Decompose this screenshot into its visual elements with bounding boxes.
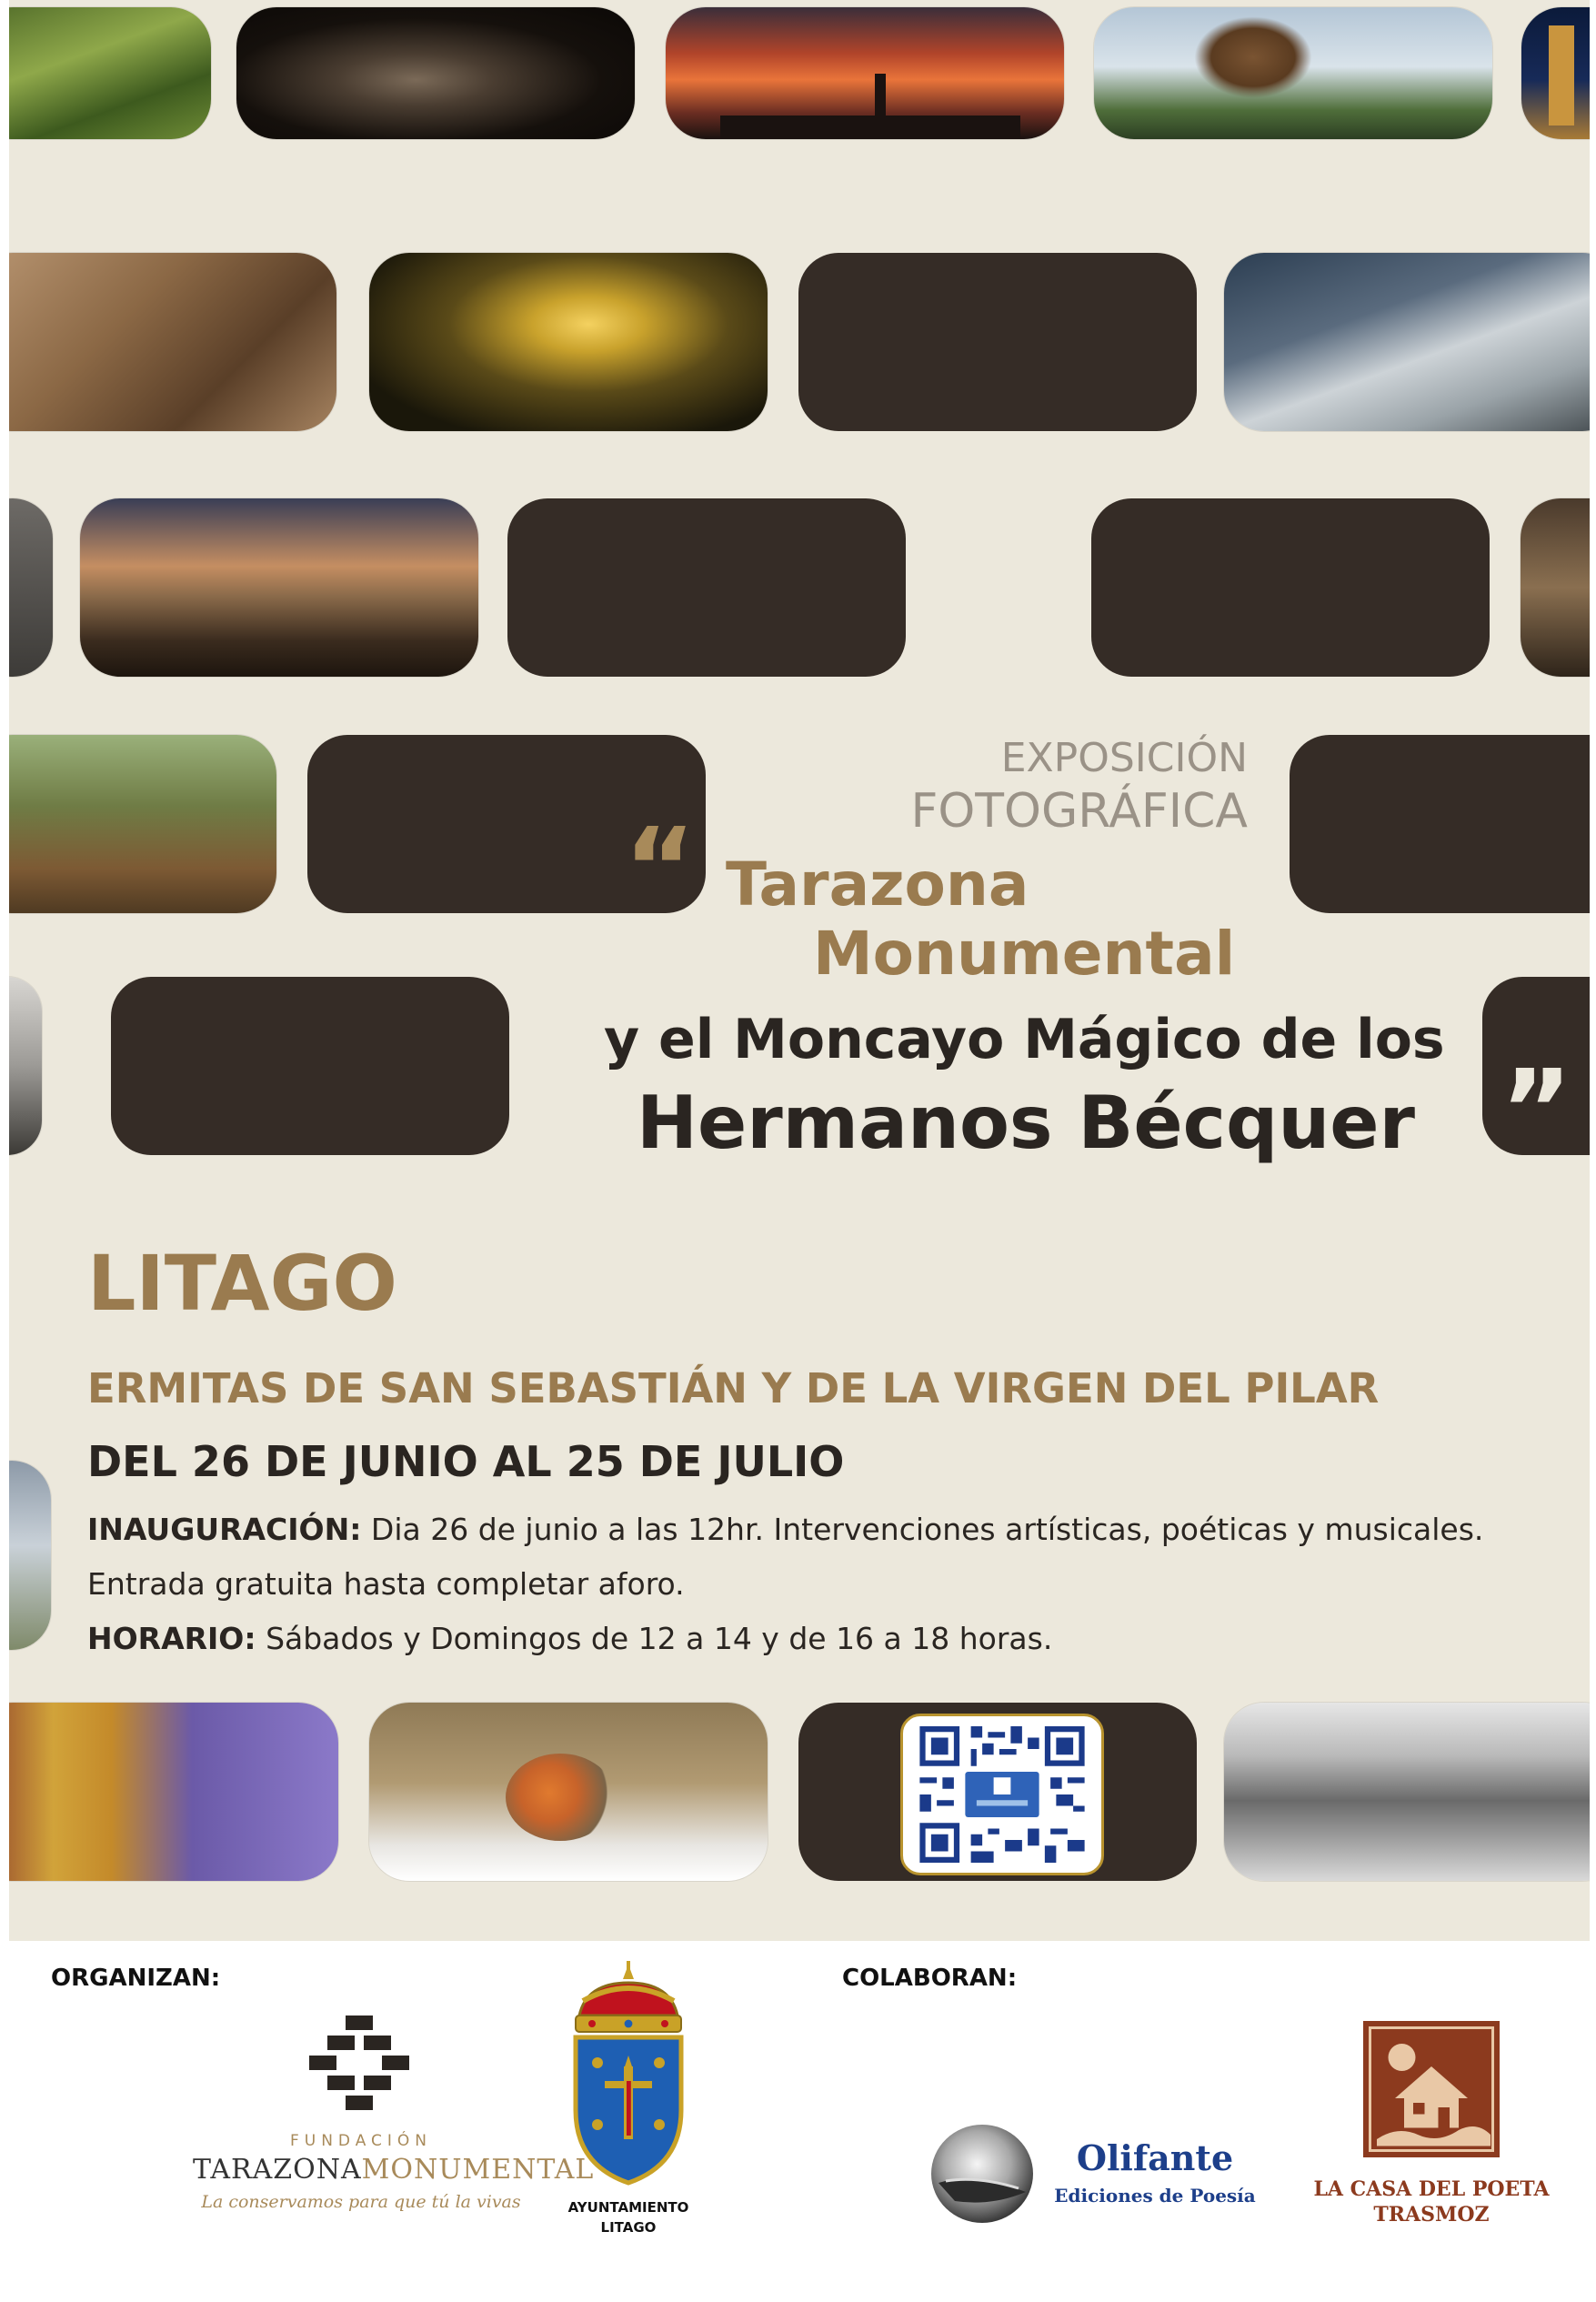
casa-del-poeta-logo[interactable] <box>1306 2021 1557 2239</box>
exhibition-kicker-1: EXPOSICIÓN <box>1000 735 1248 781</box>
opening-label: INAUGURACIÓN: <box>87 1512 362 1547</box>
qr-code-icon <box>919 1726 1085 1863</box>
close-quote: ” <box>1501 1048 1572 1174</box>
tower-night-photo <box>1521 7 1590 139</box>
tarazona-cityscape-photo <box>80 498 478 677</box>
title-line-4: Hermanos Bécquer <box>637 1081 1415 1165</box>
lantern-facades-photo <box>9 1703 338 1881</box>
poster <box>9 0 1590 1941</box>
dark-tile <box>1290 735 1590 913</box>
fundacion-name-b: MONUMENTAL <box>361 2154 595 2186</box>
fundacion-small-label: FUNDACIÓN <box>289 2132 433 2150</box>
town-name: LITAGO <box>87 1239 397 1328</box>
tarazona-bw-photo <box>1224 1703 1590 1881</box>
qr-code-box[interactable] <box>900 1714 1104 1875</box>
snow-rock-photo <box>1224 253 1590 431</box>
dark-tile <box>111 977 509 1155</box>
marten-photo <box>236 7 635 139</box>
opening-line <box>87 1512 1483 1547</box>
shadow-wall-photo <box>9 253 336 431</box>
valley-photo <box>9 977 42 1155</box>
dark-tile <box>798 253 1197 431</box>
beech-forest-photo <box>9 735 276 913</box>
opening-text: Dia 26 de junio a las 12hr. Intervenciones artísticas, poéticas y musicales. <box>370 1512 1484 1547</box>
dark-tile <box>1091 498 1490 677</box>
misty-mountain-photo <box>9 1461 51 1650</box>
shell-icon <box>928 2119 1037 2228</box>
collaborators-label: COLABORAN: <box>842 1965 1018 1992</box>
ruin-photo-left <box>9 498 53 677</box>
olifante-logo[interactable] <box>1046 2137 1264 2228</box>
shell-logo[interactable] <box>928 2119 1037 2228</box>
exhibition-dates: DEL 26 DE JUNIO AL 25 DE JULIO <box>87 1437 845 1486</box>
lit-path-photo <box>369 253 768 431</box>
house-poet-icon <box>1363 2021 1500 2157</box>
sunset-tower-photo <box>666 7 1064 139</box>
archway-photo <box>1521 498 1590 677</box>
ayuntamiento-litago-logo[interactable] <box>551 1954 706 2290</box>
olifante-subtitle: Ediciones de Poesía <box>1054 2185 1256 2207</box>
fundacion-tarazona-logo[interactable] <box>193 2001 595 2274</box>
schedule-label: HORARIO: <box>87 1621 256 1656</box>
coat-of-arms-icon <box>565 1961 692 2197</box>
robin-bird-photo <box>369 1703 768 1881</box>
exhibition-kicker-2: FOTOGRÁFICA <box>910 784 1248 839</box>
fundacion-motto: La conservamos para que tú la vivas <box>201 2192 521 2212</box>
olifante-name: Olifante <box>1076 2137 1234 2178</box>
casa-line-2: TRASMOZ <box>1373 2203 1490 2227</box>
fundacion-name <box>193 2154 595 2186</box>
title-line-2: Monumental <box>813 919 1236 989</box>
schedule-line <box>87 1621 1052 1656</box>
forest-photo <box>9 7 211 139</box>
ayto-line-2: LITAGO <box>600 2219 657 2236</box>
title-line-1: Tarazona <box>726 849 1029 920</box>
title-line-3: y el Moncayo Mágico de los <box>604 1008 1445 1071</box>
fundacion-mark-icon <box>300 2016 418 2116</box>
casa-line-1: LA CASA DEL POETA <box>1313 2177 1550 2201</box>
entry-text: Entrada gratuita hasta completar aforo. <box>87 1566 685 1602</box>
venue-place: ERMITAS DE SAN SEBASTIÁN Y DE LA VIRGEN DEL PILAR <box>87 1364 1380 1412</box>
fundacion-name-a: TARAZONA <box>193 2154 362 2186</box>
dark-tile <box>507 498 906 677</box>
open-quote: “ <box>624 806 696 932</box>
kite-bird-photo <box>1094 7 1492 139</box>
organizers-label: ORGANIZAN: <box>51 1965 221 1992</box>
ayto-line-1: AYUNTAMIENTO <box>567 2199 689 2216</box>
schedule-text: Sábados y Domingos de 12 a 14 y de 16 a 18 horas. <box>266 1621 1053 1656</box>
